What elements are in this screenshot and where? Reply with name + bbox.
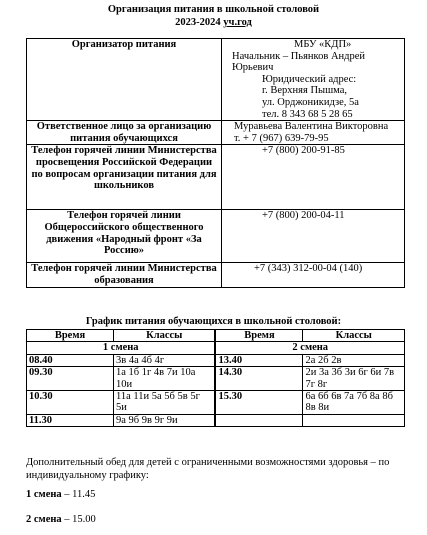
school-year: уч.год (223, 17, 252, 28)
table-row: 10.30 11а 11и 5а 5б 5в 5г 5и 15.30 6а 6б 6в 7а 7б 8а 8б 8в 8и (27, 391, 405, 415)
row-label: Телефон горячей линии Общероссийского общественного движения «Народный фронт «За Россию» (27, 210, 222, 263)
column-header: Классы (303, 330, 405, 342)
column-header: Классы (113, 330, 215, 342)
table-row (27, 210, 405, 263)
row-label: Телефон горячей линии Министерства просвещения Российской Федерации по вопросам организации питания для школьников (27, 145, 222, 210)
table-row (27, 39, 405, 121)
row-label: Телефон горячей линии Министерства образования (27, 263, 222, 288)
shift-1-label: 1 смена (27, 342, 215, 354)
hotline-phone: +7 (800) 200-04-11 (222, 210, 405, 263)
title-line-1: Организация питания в школьной столовой (107, 4, 320, 15)
responsible-person: Муравьева Валентина Викторовна т. + 7 (967) 639-79-95 (222, 121, 405, 145)
extra-meal-note: Дополнительный обед для детей с ограниченными возможностями здоровья – по индивидуальному графику: (26, 457, 390, 481)
schedule-table (26, 329, 405, 427)
shift-1-extra-time: 1 смена – 11.45 (26, 489, 96, 500)
hotline-phone: +7 (343) 312-00-04 (140) (222, 263, 405, 288)
title-line-2: 2023-2024 уч.год (175, 17, 252, 28)
schedule-title: График питания обучающихся в школьной столовой: (85, 316, 342, 327)
table-row (27, 145, 405, 210)
column-header: Время (216, 330, 303, 342)
organization-table (26, 38, 405, 288)
shift-2-label: 2 смена (216, 342, 405, 354)
schedule-header-row (27, 330, 405, 342)
table-row (27, 121, 405, 145)
hotline-phone: +7 (800) 200-91-85 (222, 145, 405, 210)
organizer-info: МБУ «КДП» Начальник – Пьянков Андрей Юрьевич Юридический адрес: г. Верхняя Пышма, ул. Орджоникидзе, 5а тел. 8 343 68 5 28 65 (222, 39, 405, 121)
row-label: Ответственное лицо за организацию питания обучающихся (27, 121, 222, 145)
table-row: 08.40 3в 4а 4б 4г 13.40 2а 2б 2в (27, 354, 405, 366)
shift-row (27, 342, 405, 354)
row-label: Организатор питания (27, 39, 222, 121)
shift-2-extra-time: 2 смена – 15.00 (26, 514, 96, 525)
table-row: 09.30 1а 1б 1г 4в 7и 10а 10и 14.30 2и 3а 3б 3и 6г 6и 7в 7г 8г (27, 367, 405, 391)
column-header: Время (27, 330, 114, 342)
document-title (0, 3, 427, 29)
table-row (27, 263, 405, 288)
table-row: 11.30 9а 9б 9в 9г 9и (27, 414, 405, 426)
